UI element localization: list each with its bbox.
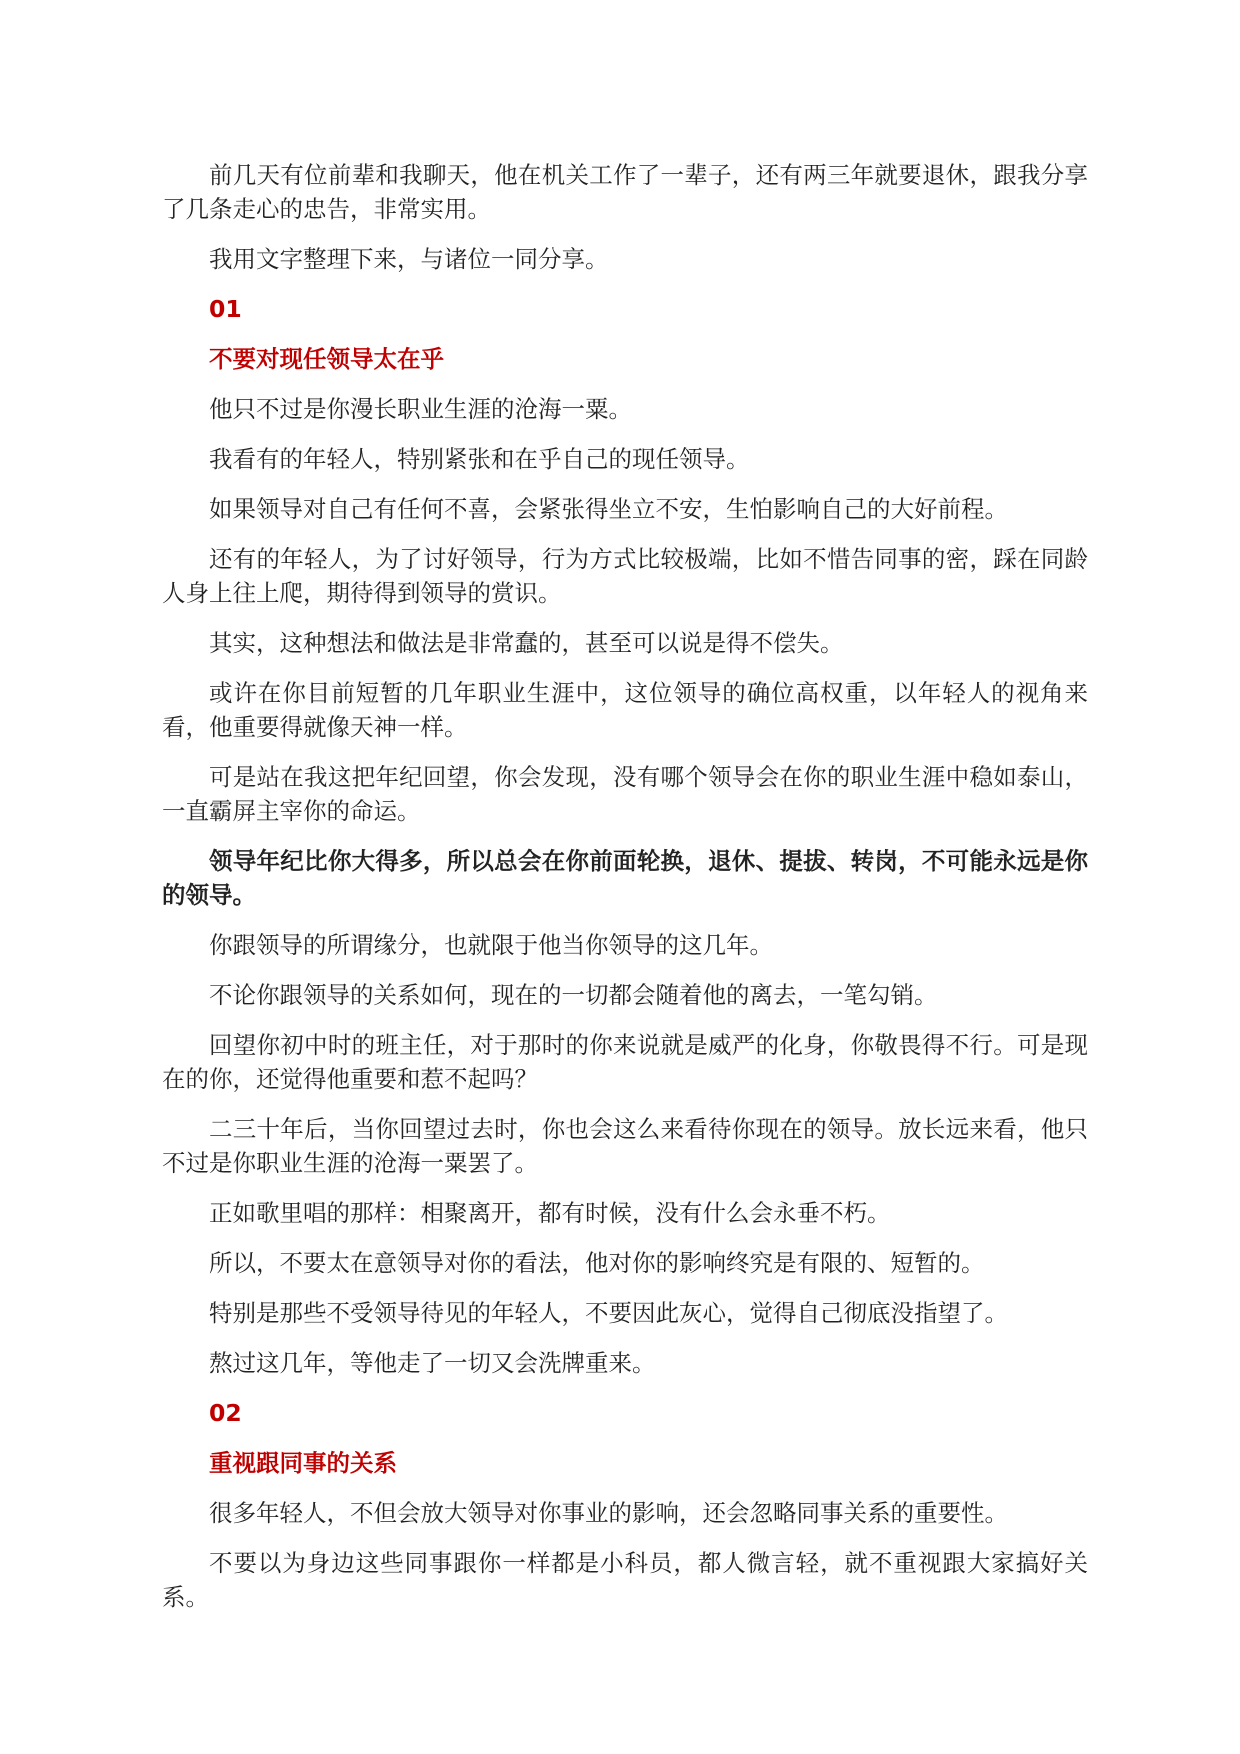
- section-number-02: 02: [209, 1399, 242, 1427]
- section-heading-1: 不要对现任领导太在乎: [209, 345, 444, 373]
- paragraph: 正如歌里唱的那样：相聚离开，都有时候，没有什么会永垂不朽。: [209, 1199, 891, 1227]
- paragraph: 熬过这几年，等他走了一切又会洗牌重来。: [209, 1349, 656, 1377]
- paragraph: 如果领导对自己有任何不喜，会紧张得坐立不安，生怕影响自己的大好前程。: [209, 495, 1008, 523]
- paragraph: 其实，这种想法和做法是非常蠢的，甚至可以说是得不偿失。: [209, 629, 844, 657]
- paragraph: 你跟领导的所谓缘分，也就限于他当你领导的这几年。: [209, 931, 773, 959]
- paragraph-emphasis: 领导年纪比你大得多，所以总会在你前面轮换，退休、提拔、转岗，不可能永远是你的领导。: [162, 847, 1088, 909]
- paragraph: 特别是那些不受领导待见的年轻人，不要因此灰心，觉得自己彻底没指望了。: [209, 1299, 1008, 1327]
- paragraph: 不要以为身边这些同事跟你一样都是小科员，都人微言轻，就不重视跟大家搞好关系。: [162, 1549, 1088, 1611]
- paragraph: 或许在你目前短暂的几年职业生涯中，这位领导的确位高权重，以年轻人的视角来看，他重要得就像天神一样。: [162, 679, 1088, 741]
- paragraph-intro-1: 前几天有位前辈和我聊天，他在机关工作了一辈子，还有两三年就要退休，跟我分享了几条走心的忠告，非常实用。: [162, 161, 1088, 223]
- paragraph: 他只不过是你漫长职业生涯的沧海一粟。: [209, 395, 632, 423]
- section-number-01: 01: [209, 295, 242, 323]
- document-body: [162, 158, 1088, 1630]
- section-heading-2: 重视跟同事的关系: [209, 1449, 397, 1477]
- paragraph: 很多年轻人，不但会放大领导对你事业的影响，还会忽略同事关系的重要性。: [209, 1499, 1008, 1527]
- paragraph: 回望你初中时的班主任，对于那时的你来说就是威严的化身，你敬畏得不行。可是现在的你，还觉得他重要和惹不起吗？: [162, 1031, 1088, 1093]
- paragraph: 我看有的年轻人，特别紧张和在乎自己的现任领导。: [209, 445, 750, 473]
- paragraph: 二三十年后，当你回望过去时，你也会这么来看待你现在的领导。放长远来看，他只不过是你职业生涯的沧海一粟罢了。: [162, 1115, 1088, 1177]
- paragraph-intro-2: 我用文字整理下来，与诸位一同分享。: [209, 245, 609, 273]
- paragraph: 不论你跟领导的关系如何，现在的一切都会随着他的离去，一笔勾销。: [209, 981, 938, 1009]
- paragraph: 所以，不要太在意领导对你的看法，他对你的影响终究是有限的、短暂的。: [209, 1249, 985, 1277]
- paragraph: 还有的年轻人，为了讨好领导，行为方式比较极端，比如不惜告同事的密，踩在同龄人身上往上爬，期待得到领导的赏识。: [162, 545, 1088, 607]
- paragraph: 可是站在我这把年纪回望，你会发现，没有哪个领导会在你的职业生涯中稳如泰山，一直霸屏主宰你的命运。: [162, 763, 1088, 825]
